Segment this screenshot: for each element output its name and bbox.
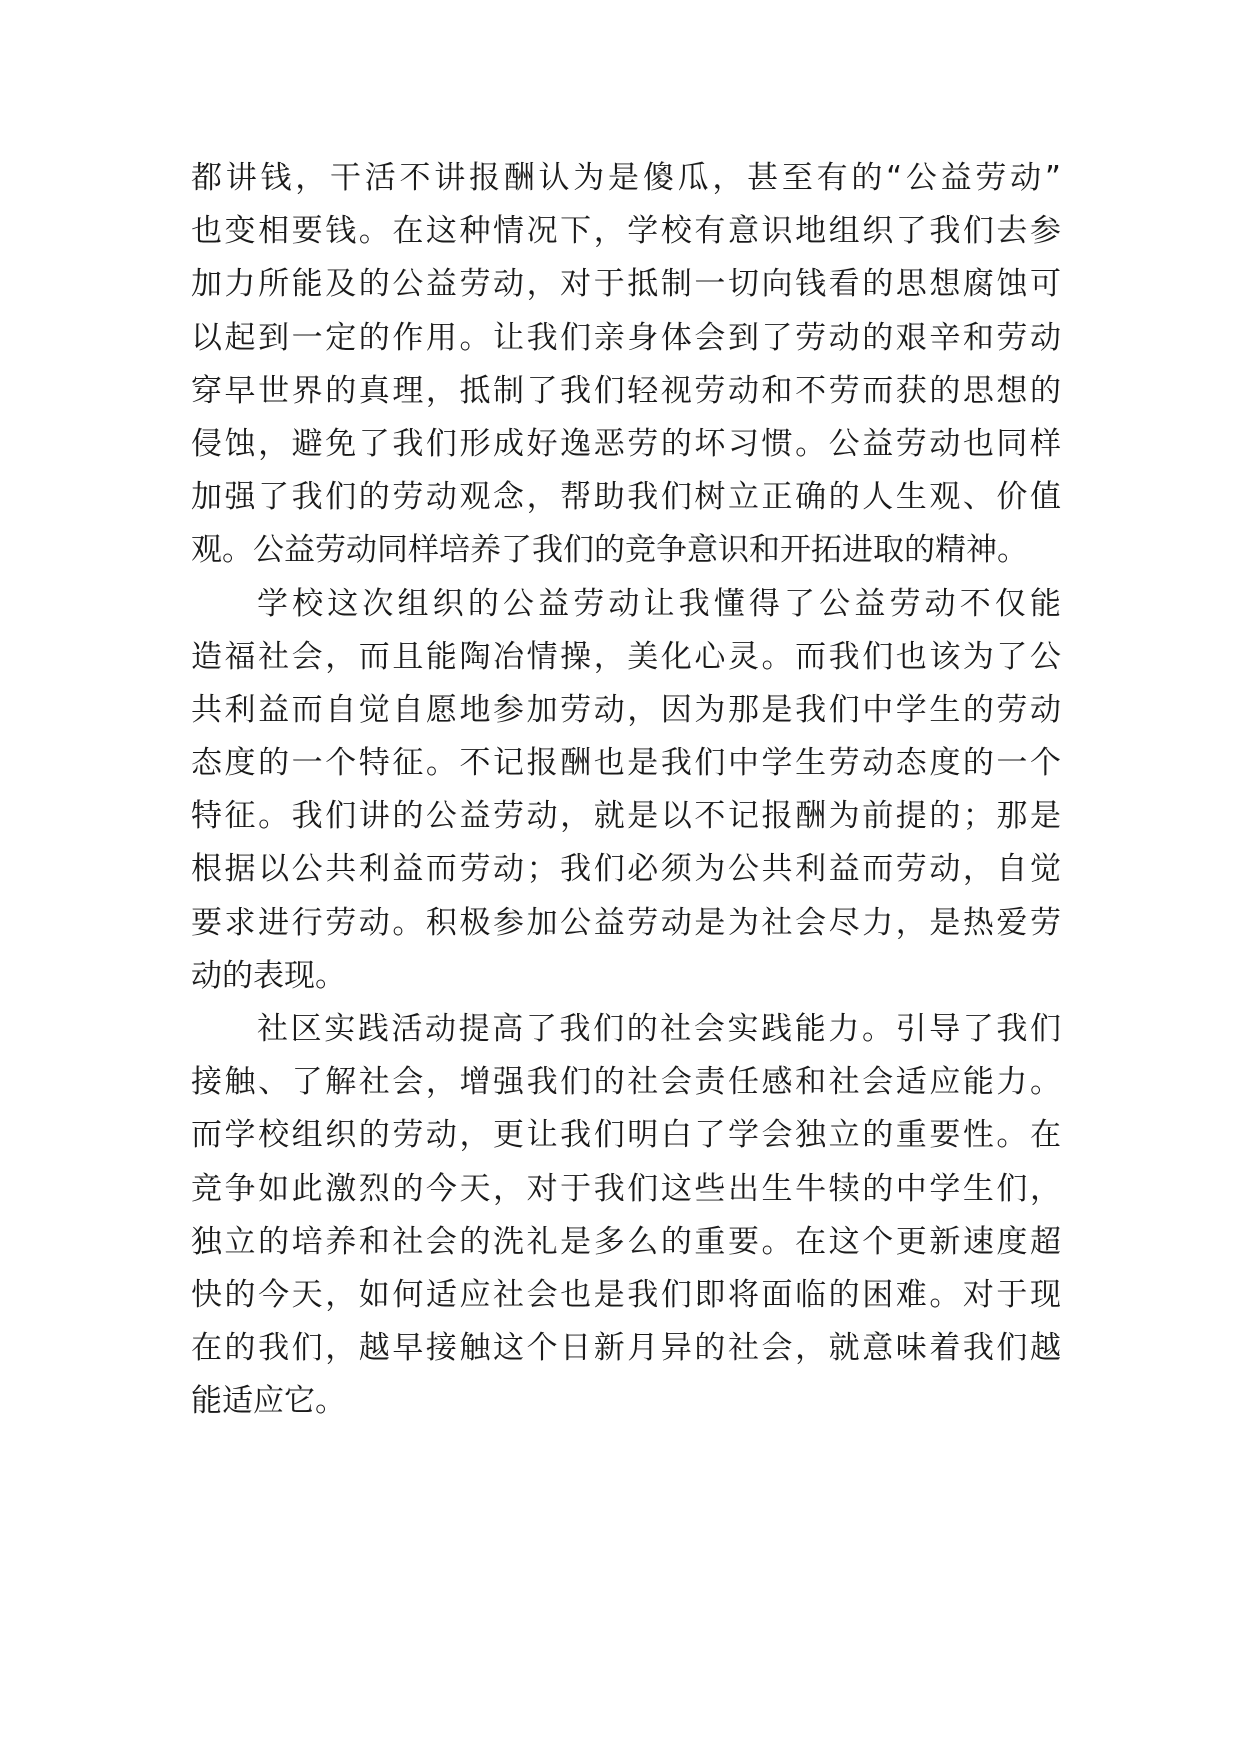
text-line: 要求进行劳动。积极参加公益劳动是为社会尽力，是热爱劳 bbox=[191, 904, 1061, 941]
text-line: 穿早世界的真理，抵制了我们轻视劳动和不劳而获的思想的 bbox=[191, 372, 1061, 409]
text-line: 以起到一定的作用。让我们亲身体会到了劳动的艰辛和劳动 bbox=[191, 319, 1061, 356]
text-line: 态度的一个特征。不记报酬也是我们中学生劳动态度的一个 bbox=[191, 745, 1061, 782]
text-line: 加力所能及的公益劳动，对于抵制一切向钱看的思想腐蚀可 bbox=[191, 266, 1061, 303]
text-line: 而学校组织的劳动，更让我们明白了学会独立的重要性。在 bbox=[191, 1117, 1061, 1154]
paragraph-3 bbox=[191, 1003, 1061, 1429]
text-line: 也变相要钱。在这种情况下，学校有意识地组织了我们去参 bbox=[191, 213, 1061, 250]
text-line: 特征。我们讲的公益劳动，就是以不记报酬为前提的；那是 bbox=[191, 798, 1061, 835]
text-line: 根据以公共利益而劳动；我们必须为公共利益而劳动，自觉 bbox=[191, 851, 1061, 888]
text-line: 在的我们，越早接触这个日新月异的社会，就意味着我们越 bbox=[191, 1330, 1061, 1367]
text-line: 独立的培养和社会的洗礼是多么的重要。在这个更新速度超 bbox=[191, 1223, 1061, 1260]
text-line: 加强了我们的劳动观念，帮助我们树立正确的人生观、价值 bbox=[191, 479, 1061, 516]
text-line: 观。公益劳动同样培养了我们的竞争意识和开拓进取的精神。 bbox=[191, 532, 1028, 569]
text-line: 都讲钱，干活不讲报酬认为是傻瓜，甚至有的“公益劳动” bbox=[191, 160, 1061, 196]
text-line: 侵蚀，避免了我们形成好逸恶劳的坏习惯。公益劳动也同样 bbox=[191, 425, 1061, 462]
text-line: 快的今天，如何适应社会也是我们即将面临的困难。对于现 bbox=[191, 1276, 1061, 1313]
paragraph-1 bbox=[191, 152, 1061, 578]
text-line: 学校这次组织的公益劳动让我懂得了公益劳动不仅能 bbox=[257, 585, 1061, 622]
text-line: 能适应它。 bbox=[191, 1383, 346, 1420]
body-text bbox=[191, 152, 1061, 1429]
text-line: 造福社会，而且能陶冶情操，美化心灵。而我们也该为了公 bbox=[191, 638, 1061, 675]
paragraph-2 bbox=[191, 578, 1061, 1004]
text-line: 共利益而自觉自愿地参加劳动，因为那是我们中学生的劳动 bbox=[191, 691, 1061, 728]
text-line: 动的表现。 bbox=[191, 957, 346, 994]
text-line: 竞争如此激烈的今天，对于我们这些出生牛犊的中学生们， bbox=[191, 1170, 1061, 1207]
text-line: 社区实践活动提高了我们的社会实践能力。引导了我们 bbox=[257, 1011, 1061, 1047]
text-line: 接触、了解社会，增强我们的社会责任感和社会适应能力。 bbox=[191, 1064, 1061, 1101]
